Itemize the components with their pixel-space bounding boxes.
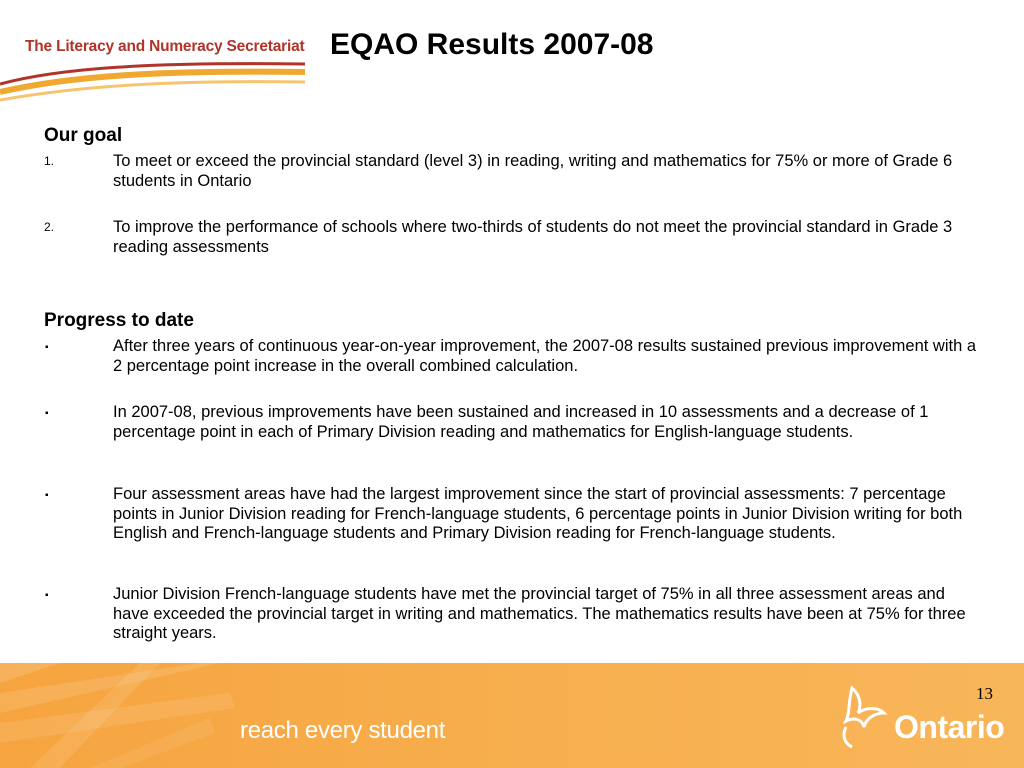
progress-item: [44, 403, 984, 442]
goal-item-text: To meet or exceed the provincial standard (level 3) in reading, writing and mathematics for 75% or more of Grade 6 students in Ontario: [113, 152, 953, 190]
goal-item: [44, 152, 984, 191]
ontario-logo-text: Ontario: [894, 709, 1005, 745]
goal-item-text: To improve the performance of schools where two-thirds of students do not meet the provincial standard in Grade 3 reading assessments: [113, 218, 953, 256]
progress-item: [44, 585, 984, 644]
progress-item-text: After three years of continuous year-on-year improvement, the 2007-08 results sustained previous improvement with a 2 percentage point increase in the overall combined calculation.: [113, 337, 977, 375]
secretariat-logo-text: The Literacy and Numeracy Secretariat: [25, 38, 305, 55]
bullet-icon: ▪: [45, 590, 49, 601]
footer-banner: [0, 663, 1024, 768]
progress-item: [44, 337, 984, 376]
progress-item-text: Junior Division French-language students have met the provincial target of 75% in all three assessment areas and have exceeded the provincial target in writing and mathematics. The mathematics results have been at 75% for three straight years.: [113, 585, 966, 642]
page-number: 13: [976, 684, 993, 703]
bullet-icon: ▪: [45, 490, 49, 501]
bullet-icon: ▪: [45, 342, 49, 353]
goal-item: [44, 218, 984, 257]
progress-item: [44, 485, 984, 544]
page-title: EQAO Results 2007-08: [330, 28, 654, 61]
list-number: 1.: [44, 154, 55, 168]
progress-item-text: Four assessment areas have had the largest improvement since the start of provincial assessments: 7 percentage points in Junior Division reading for French-language students, 6 percentage points in Junior Division writing for both English and French-language students and Primary Division reading for French-language students.: [113, 485, 963, 542]
sunburst-rays-icon: [0, 663, 240, 768]
progress-item-text: In 2007-08, previous improvements have been sustained and increased in 10 assessments and a decrease of 1 percentage point in each of Primary Division reading and mathematics for English-language students.: [113, 403, 929, 441]
progress-heading: Progress to date: [44, 310, 194, 331]
goal-heading: Our goal: [44, 125, 123, 146]
secretariat-logo: [0, 26, 310, 108]
logo-swoosh-icon: [0, 56, 310, 108]
bullet-icon: ▪: [45, 408, 49, 419]
footer-tagline: reach every student: [240, 717, 446, 744]
list-number: 2.: [44, 220, 55, 234]
